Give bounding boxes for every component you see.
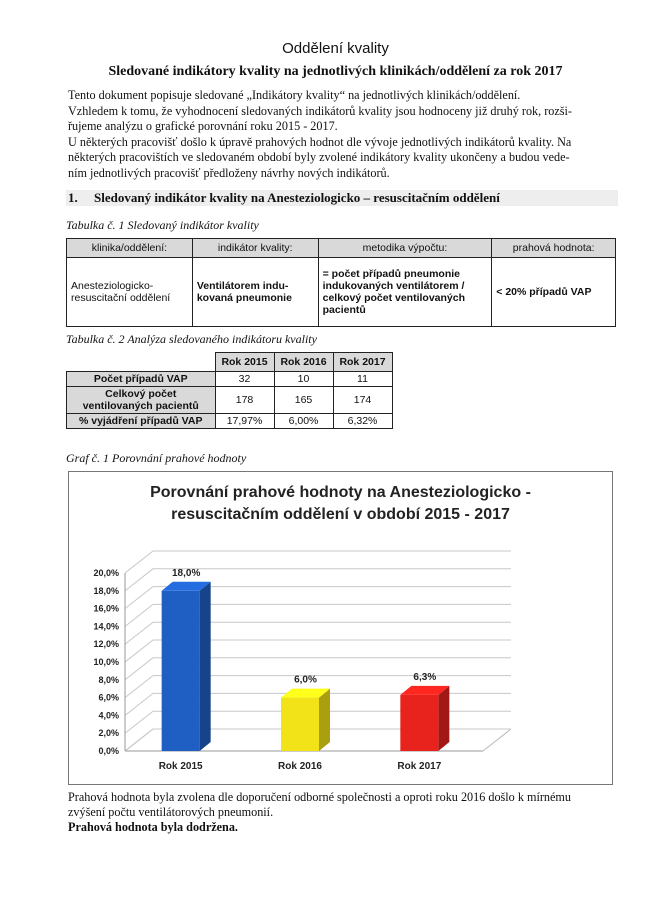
bar-side (200, 582, 211, 751)
bar (162, 591, 200, 751)
conclusion: Prahová hodnota byla dodržena. (68, 820, 238, 834)
bar (281, 698, 319, 751)
chart-title-line: Porovnání prahové hodnoty na Anesteziologicko - (150, 484, 531, 501)
table-cell: 10 (274, 372, 333, 387)
bar-side (438, 686, 449, 751)
intro-line: ním jednotlivých pracovišť předloženy návrhy nových indikátorů. (68, 165, 390, 180)
table-header: Rok 2016 (274, 353, 333, 372)
table-header: Rok 2017 (333, 353, 392, 372)
y-tick-label: 8,0% (98, 674, 119, 685)
intro-line: Vzhledem k tomu, že vyhodnocení sledovaných indikátorů kvality jsou hodnoceny již druhý rok, rozši- (68, 103, 572, 118)
table-header: indikátor kvality: (192, 239, 318, 258)
data-label: 6,3% (413, 671, 437, 683)
y-tick-label: 20,0% (93, 568, 119, 578)
footer-line: Prahová hodnota byla zvolena dle doporučení odborné společnosti a oproti roku 2016 došlo k mírnému (68, 790, 571, 804)
x-tick-label: Rok 2015 (158, 761, 203, 772)
chart-title-line: resuscitačním oddělení v období 2015 - 2017 (171, 506, 510, 523)
footer-line: zvýšení počtu ventilátorových pneumonií. (68, 805, 274, 819)
table-header: metodika výpočtu: (318, 239, 492, 258)
table-cell: 17,97% (215, 414, 274, 429)
table-header: prahová hodnota: (492, 239, 616, 258)
table-cell: 174 (333, 387, 392, 414)
table-cell: 6,00% (274, 414, 333, 429)
footer-text (68, 790, 628, 835)
table-cell: = počet případů pneumonie indukovaných ventilátorem / celkový počet ventilovaných pacientů (318, 258, 492, 327)
section-heading (66, 190, 618, 206)
table-cell: 11 (333, 372, 392, 387)
intro-text (68, 88, 628, 181)
y-tick-label: 12,0% (93, 639, 119, 650)
y-tick-label: 18,0% (93, 585, 119, 596)
bar-chart (69, 472, 612, 784)
intro-line: řujeme analýzu o grafické porovnání roku 2015 - 2017. (68, 119, 338, 133)
y-tick-label: 0,0% (98, 746, 119, 756)
table-cell: Anesteziologicko-resuscitační oddělení (67, 258, 193, 327)
table-row (67, 387, 393, 414)
table-cell: < 20% případů VAP (492, 258, 616, 327)
table-corner (67, 353, 216, 372)
section-title: Sledovaný indikátor kvality na Anesteziologicko – resuscitačním oddělení (94, 190, 500, 205)
y-tick-label: 2,0% (98, 728, 119, 739)
table-cell: 165 (274, 387, 333, 414)
document-title: Sledované indikátory kvality na jednotlivých klinikách/oddělení za rok 2017 (108, 64, 563, 79)
bar (400, 695, 438, 751)
intro-line: některých pracovištích ve sledovaném období byly zvolené indikátory kvality ukončeny a budou vede- (68, 150, 570, 164)
table-row (67, 372, 393, 387)
y-tick-label: 10,0% (93, 657, 119, 667)
table-cell: 32 (215, 372, 274, 387)
x-tick-label: Rok 2017 (397, 761, 442, 772)
chart-floor-edge (483, 729, 511, 751)
table-row (67, 414, 393, 429)
indicator-table (66, 238, 616, 327)
section-number: 1. (68, 190, 78, 205)
table-cell: 6,32% (333, 414, 392, 429)
analysis-table (66, 352, 393, 429)
x-tick-label: Rok 2016 (278, 761, 322, 772)
table-header: klinika/oddělení: (67, 239, 193, 258)
row-label: % vyjádření případů VAP (67, 414, 216, 429)
table2-caption: Tabulka č. 2 Analýza sledovaného indikátoru kvality (66, 332, 317, 346)
y-tick-label: 16,0% (93, 603, 119, 614)
intro-line: Tento dokument popisuje sledované „Indikátory kvality“ na jednotlivých klinikách/oddělení. (68, 88, 521, 102)
row-label: Počet případů VAP (67, 372, 216, 387)
table1-caption: Tabulka č. 1 Sledovaný indikátor kvality (66, 218, 259, 232)
table-header: Rok 2015 (215, 353, 274, 372)
y-tick-label: 6,0% (98, 692, 119, 703)
bar-side (319, 689, 330, 751)
chart-caption: Graf č. 1 Porovnání prahové hodnoty (66, 451, 247, 465)
data-label: 6,0% (294, 674, 317, 686)
row-label: Celkový počet ventilovaných pacientů (67, 387, 216, 414)
table-cell: Ventilátorem indu-kovaná pneumonie (192, 258, 318, 327)
y-tick-label: 14,0% (93, 621, 119, 632)
chart-container (68, 471, 613, 785)
table-cell: 178 (215, 387, 274, 414)
y-tick-label: 4,0% (98, 710, 119, 721)
intro-line: U některých pracovišť došlo k úpravě prahových hodnot dle vývoje jednotlivých indikátorů kvality. Na (68, 134, 572, 149)
data-label: 18,0% (171, 567, 201, 579)
department-title: Oddělení kvality (282, 40, 389, 57)
